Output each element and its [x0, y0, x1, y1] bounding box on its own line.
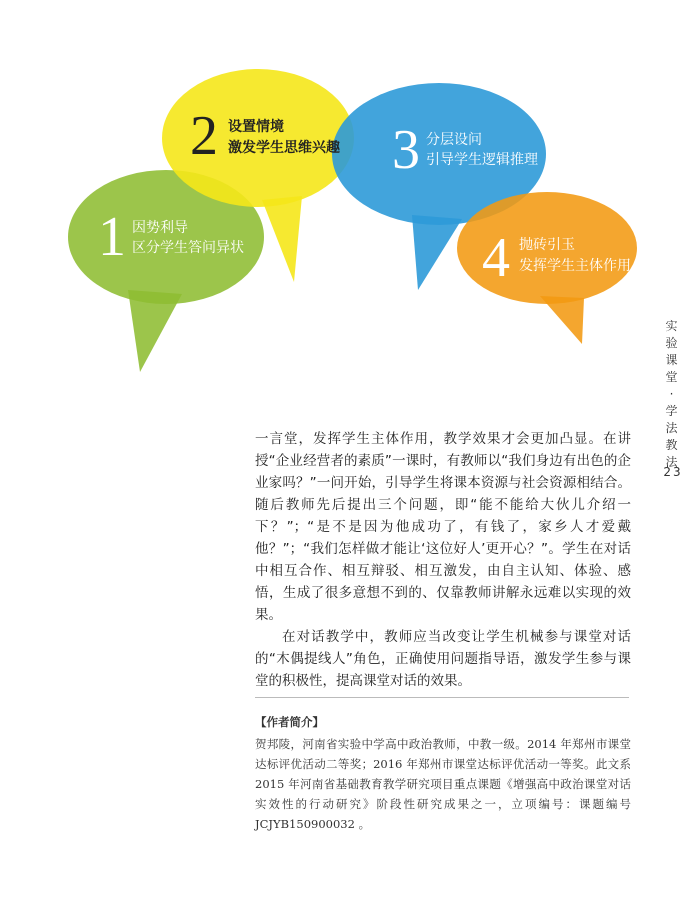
body-paragraph-1: 一言堂，发挥学生主体作用，教学效果才会更加凸显。在讲授“企业经营者的素质”一课时，有教师以“我们身边有出色的企业家吗？”一问开始，引导学生将课本资源与社会资源相结合。随后教师先后提出三个问题，即“能不能给大伙儿介绍一下？”；“是不是因为他成功了，有钱了，家乡人才爱戴他？”；“我们怎样做才能让‘这位好人’更开心？”。学生在对话中相互合作、相互辩驳、相互激发，由自主认知、体验、感悟，生成了很多意想不到的、仅靠教师讲解永远难以实现的效果。	[255, 431, 631, 623]
bubble-2-number: 2	[190, 105, 218, 167]
bubble-1-line2: 区分学生答问异状	[132, 240, 244, 256]
section-label-separator: ·	[669, 387, 675, 401]
section-label	[661, 318, 683, 471]
bubble-3-number: 3	[392, 119, 420, 181]
bubble-4-line2: 发挥学生主体作用	[519, 258, 631, 274]
bubble-4-number: 4	[482, 227, 510, 289]
bubble-4-line1: 抛砖引玉	[519, 237, 575, 253]
section-label-part1: 实 验 课 堂	[665, 319, 679, 384]
author-bio	[255, 712, 631, 834]
author-bio-text: 贺邦陵，河南省实验中学高中政治教师，中教一级。2014 年郑州市课堂达标评优活动二等奖；2016 年郑州市课堂达标评优活动一等奖。此文系 2015 年河南省基础教育教学研究项目重点课题《增强高中政治课堂对话实效性的行动研究》阶段性研究成果之一，立项编号：课题编号 JCJYB150900032 。	[255, 737, 631, 831]
bubble-2-line2: 激发学生思维兴趣	[228, 140, 340, 156]
article-body	[255, 428, 631, 692]
bubble-3-line2: 引导学生逻辑推理	[426, 152, 538, 168]
section-label-part2: 学 法 教 法	[665, 404, 679, 469]
bubble-2-line1: 设置情境	[228, 119, 284, 135]
bubble-1-number: 1	[98, 206, 126, 268]
author-bio-title: 【作者简介】	[255, 715, 324, 729]
bubble-3-line1: 分层设问	[426, 132, 482, 148]
page-number: 23	[663, 465, 683, 479]
body-paragraph-2: 在对话教学中，教师应当改变让学生机械参与课堂对话的“木偶提线人”角色，正确使用问题指导语，激发学生参与课堂的积极性，提高课堂对话的效果。	[255, 629, 631, 689]
section-divider	[255, 697, 629, 698]
speech-bubble-diagram	[0, 0, 700, 400]
bubble-1-line1: 因势利导	[132, 220, 188, 236]
